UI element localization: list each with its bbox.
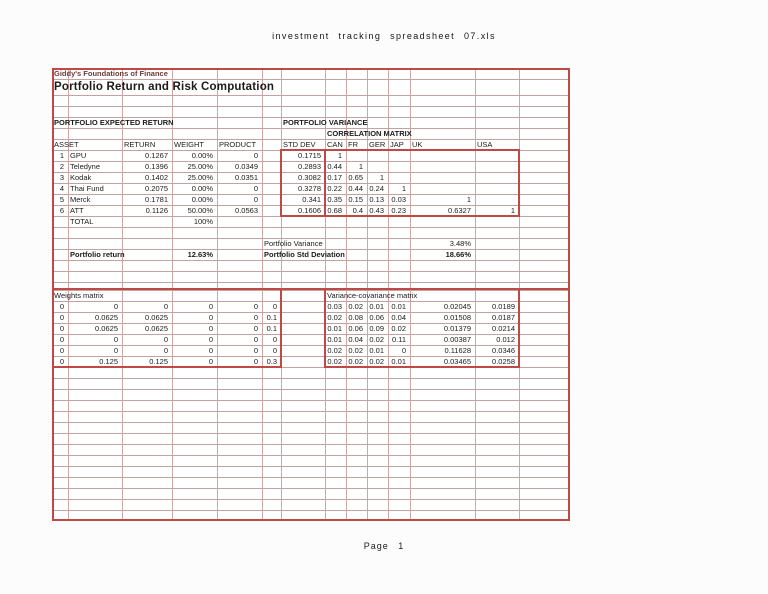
weights-cell: 0 (113, 346, 118, 355)
sheet-title: Portfolio Return and Risk Computation (54, 81, 275, 93)
weights-cell: 0 (253, 324, 258, 333)
correlation-value: 0.15 (348, 195, 363, 204)
weights-cell: 0.0625 (145, 324, 168, 333)
portfolio-std-deviation-value: 18.66% (445, 250, 471, 259)
vcov-cell: 0.01 (327, 324, 342, 333)
weights-cell: 0 (208, 335, 213, 344)
vcov-cell: 0.06 (348, 324, 363, 333)
product-value: 0.0351 (235, 173, 258, 182)
vcov-cell: 0.01 (327, 335, 342, 344)
col-header-product: PRODUCT (219, 140, 257, 149)
section-divider-border (52, 288, 570, 290)
correlation-value: 1 (510, 206, 515, 215)
weight-value: 25.00% (187, 162, 213, 171)
weights-cell: 0 (208, 302, 213, 311)
vcov-cell: 0 (401, 346, 406, 355)
col-header-asset: ASSET (54, 140, 79, 149)
weights-cell: 0.1 (266, 324, 277, 333)
weights-cell: 0 (272, 302, 277, 311)
asset-name: Teledyne (70, 162, 101, 171)
product-value: 0 (253, 184, 258, 193)
correlation-value: 1 (358, 162, 363, 171)
weights-matrix-title: Weights matrix (54, 291, 104, 300)
portfolio-return-label: Portfolio return (70, 250, 125, 259)
weights-cell: 0.3 (266, 357, 277, 366)
col-header-return: RETURN (124, 140, 156, 149)
document-title: investment tracking spreadsheet 07.xls (272, 31, 496, 41)
sheet-cells (52, 68, 570, 521)
correlation-value: 1 (466, 195, 471, 204)
col-header-country: USA (477, 140, 493, 149)
return-value: 0.1402 (145, 173, 168, 182)
vcov-cell: 0.02 (391, 324, 406, 333)
vcov-cell: 0.04 (348, 335, 363, 344)
stddev-value: 0.3082 (298, 173, 321, 182)
weights-cell: 0 (208, 357, 213, 366)
correlation-value: 0.35 (327, 195, 342, 204)
return-value: 0.1781 (145, 195, 168, 204)
asset-name: Thai Fund (70, 184, 104, 193)
vcov-cell: 0.0187 (492, 313, 515, 322)
page-footer: Page 1 (363, 541, 405, 551)
total-weight-value: 100% (193, 217, 213, 226)
weights-cell: 0 (59, 324, 64, 333)
portfolio-return-value: 12.63% (187, 250, 213, 259)
col-header-country: FR (348, 140, 358, 149)
variance-section-title: PORTFOLIO VARIANCE (283, 118, 368, 127)
vcov-cell: 0.0214 (492, 324, 515, 333)
correlation-value: 0.13 (369, 195, 384, 204)
vcov-cell: 0.02045 (443, 302, 471, 311)
stddev-value: 0.2893 (298, 162, 321, 171)
weights-cell: 0.1 (266, 313, 277, 322)
weight-value: 0.00% (191, 195, 213, 204)
vcov-cell: 0.02 (348, 357, 363, 366)
correlation-value: 0.68 (327, 206, 342, 215)
vcov-cell: 0.00387 (443, 335, 471, 344)
weight-value: 25.00% (187, 173, 213, 182)
weights-cell: 0.0625 (95, 324, 118, 333)
correlation-value: 0.44 (348, 184, 363, 193)
weights-cell: 0 (253, 302, 258, 311)
portfolio-variance-value: 3.48% (449, 239, 471, 248)
vcov-cell: 0.01 (369, 302, 384, 311)
stddev-value: 0.341 (302, 195, 321, 204)
stddev-value: 0.1715 (298, 151, 321, 160)
portfolio-std-deviation-label: Portfolio Std Deviation (264, 250, 345, 259)
product-value: 0.0563 (235, 206, 258, 215)
vcov-cell: 0.02 (327, 313, 342, 322)
weights-cell: 0 (59, 357, 64, 366)
product-value: 0 (253, 195, 258, 204)
correlation-value: 0.24 (369, 184, 384, 193)
correlation-value: 0.4 (352, 206, 363, 215)
vcov-cell: 0.01 (369, 346, 384, 355)
weights-cell: 0 (253, 335, 258, 344)
weight-value: 0.00% (191, 184, 213, 193)
stddev-value: 0.3278 (298, 184, 321, 193)
vcov-matrix-title: Variance-covariance matrix (327, 291, 418, 300)
correlation-value: 0.03 (391, 195, 406, 204)
vcov-cell: 0.01 (391, 302, 406, 311)
vcov-cell: 0.02 (348, 346, 363, 355)
weights-cell: 0.0625 (145, 313, 168, 322)
vcov-cell: 0.01379 (443, 324, 471, 333)
correlation-matrix-title: CORRELATION MATRIX (327, 129, 412, 138)
weights-cell: 0 (163, 335, 168, 344)
vcov-cell: 0.0189 (492, 302, 515, 311)
product-value: 0.0349 (235, 162, 258, 171)
portfolio-variance-label: Portfolio Variance (264, 239, 323, 248)
col-header-country: GER (369, 140, 386, 149)
col-header-weight: WEIGHT (174, 140, 204, 149)
weights-cell: 0 (113, 335, 118, 344)
org-title: Giddy's Foundations of Finance (54, 69, 168, 78)
return-value: 0.1396 (145, 162, 168, 171)
return-value: 0.2075 (145, 184, 168, 193)
asset-name: GPU (70, 151, 87, 160)
vcov-cell: 0.02 (369, 357, 384, 366)
weights-cell: 0 (208, 346, 213, 355)
row-number: 6 (59, 206, 64, 215)
vcov-cell: 0.09 (369, 324, 384, 333)
weights-cell: 0 (272, 346, 277, 355)
col-header-stddev: STD DEV (283, 140, 316, 149)
weights-cell: 0.125 (149, 357, 168, 366)
row-number: 3 (59, 173, 64, 182)
return-value: 0.1267 (145, 151, 168, 160)
weights-cell: 0 (59, 346, 64, 355)
weights-cell: 0 (163, 302, 168, 311)
vcov-cell: 0.03465 (443, 357, 471, 366)
vcov-cell: 0.11 (391, 335, 406, 344)
asset-name: Kodak (70, 173, 92, 182)
correlation-value: 1 (379, 173, 384, 182)
vcov-cell: 0.02 (327, 346, 342, 355)
weights-cell: 0 (208, 313, 213, 322)
weights-cell: 0 (253, 346, 258, 355)
asset-name: Merck (70, 195, 91, 204)
vcov-cell: 0.012 (496, 335, 515, 344)
spreadsheet (52, 68, 570, 521)
weights-cell: 0 (59, 313, 64, 322)
weights-cell: 0 (272, 335, 277, 344)
weight-value: 50.00% (187, 206, 213, 215)
correlation-value: 1 (337, 151, 342, 160)
weights-cell: 0 (59, 302, 64, 311)
asset-name: ATT (70, 206, 84, 215)
weights-cell: 0 (253, 357, 258, 366)
col-header-country: UK (412, 140, 423, 149)
weights-cell: 0.125 (99, 357, 118, 366)
vcov-cell: 0.0258 (492, 357, 515, 366)
row-number: 2 (59, 162, 64, 171)
vcov-cell: 0.11628 (444, 346, 471, 355)
col-header-country: JAP (390, 140, 404, 149)
col-header-country: CAN (327, 140, 343, 149)
correlation-value: 0.22 (327, 184, 342, 193)
weights-cell: 0 (59, 335, 64, 344)
product-value: 0 (253, 151, 258, 160)
return-value: 0.1126 (145, 206, 168, 215)
stddev-value: 0.1606 (298, 206, 321, 215)
correlation-value: 0.44 (327, 162, 342, 171)
weights-cell: 0 (163, 346, 168, 355)
vcov-cell: 0.03 (327, 302, 342, 311)
weight-value: 0.00% (191, 151, 213, 160)
vcov-cell: 0.02 (348, 302, 363, 311)
vcov-cell: 0.02 (327, 357, 342, 366)
correlation-value: 0.6327 (448, 206, 471, 215)
correlation-value: 0.43 (369, 206, 384, 215)
row-number: 5 (59, 195, 64, 204)
correlation-value: 0.65 (348, 173, 363, 182)
vcov-cell: 0.06 (369, 313, 384, 322)
weights-cell: 0 (253, 313, 258, 322)
row-number: 1 (59, 151, 64, 160)
vcov-cell: 0.0346 (492, 346, 515, 355)
expected-return-section-title: PORTFOLIO EXPECTED RETURN (54, 118, 174, 127)
vcov-cell: 0.04 (391, 313, 406, 322)
vcov-cell: 0.08 (348, 313, 363, 322)
vcov-cell: 0.01 (391, 357, 406, 366)
weights-cell: 0.0625 (95, 313, 118, 322)
weights-cell: 0 (208, 324, 213, 333)
vcov-cell: 0.01508 (443, 313, 471, 322)
vcov-cell: 0.02 (369, 335, 384, 344)
correlation-value: 1 (401, 184, 406, 193)
weights-cell: 0 (113, 302, 118, 311)
correlation-value: 0.23 (391, 206, 406, 215)
correlation-value: 0.17 (327, 173, 342, 182)
total-label: TOTAL (70, 217, 94, 226)
row-number: 4 (59, 184, 64, 193)
